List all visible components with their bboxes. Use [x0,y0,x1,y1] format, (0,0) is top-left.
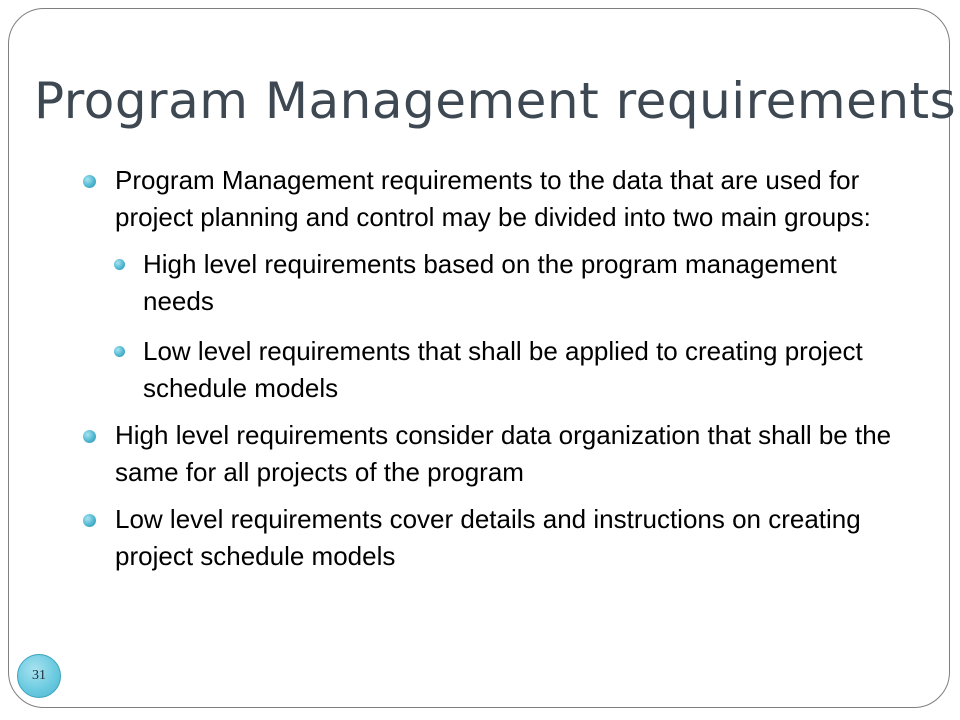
bullet-dot-icon [83,430,96,443]
bullet-text: High level requirements consider data organization that shall be the same for all projects of the program [115,420,892,487]
bullet-text: Low level requirements cover details and instructions on creating project schedule models [115,504,861,571]
page-number: 31 [32,668,46,683]
sub-bullet-text: Low level requirements that shall be applied to creating project schedule models [143,336,863,403]
page-number-badge [17,654,61,698]
sub-bullet-text: High level requirements based on the program management needs [143,249,837,316]
bullet-item [82,162,902,236]
bullet-item [82,501,902,575]
bullet-list [82,162,902,575]
slide-title: Program Management requirements [34,72,957,130]
bullet-dot-icon [83,514,96,527]
bullet-dot-icon [83,175,96,188]
sub-bullet-item [114,333,902,407]
bullet-item [82,417,902,491]
bullet-text: Program Management requirements to the data that are used for project planning and control may be divided into two main groups: [115,165,871,232]
bullet-dot-icon [114,259,125,270]
sub-bullet-item [114,246,902,320]
bullet-dot-icon [114,346,125,357]
